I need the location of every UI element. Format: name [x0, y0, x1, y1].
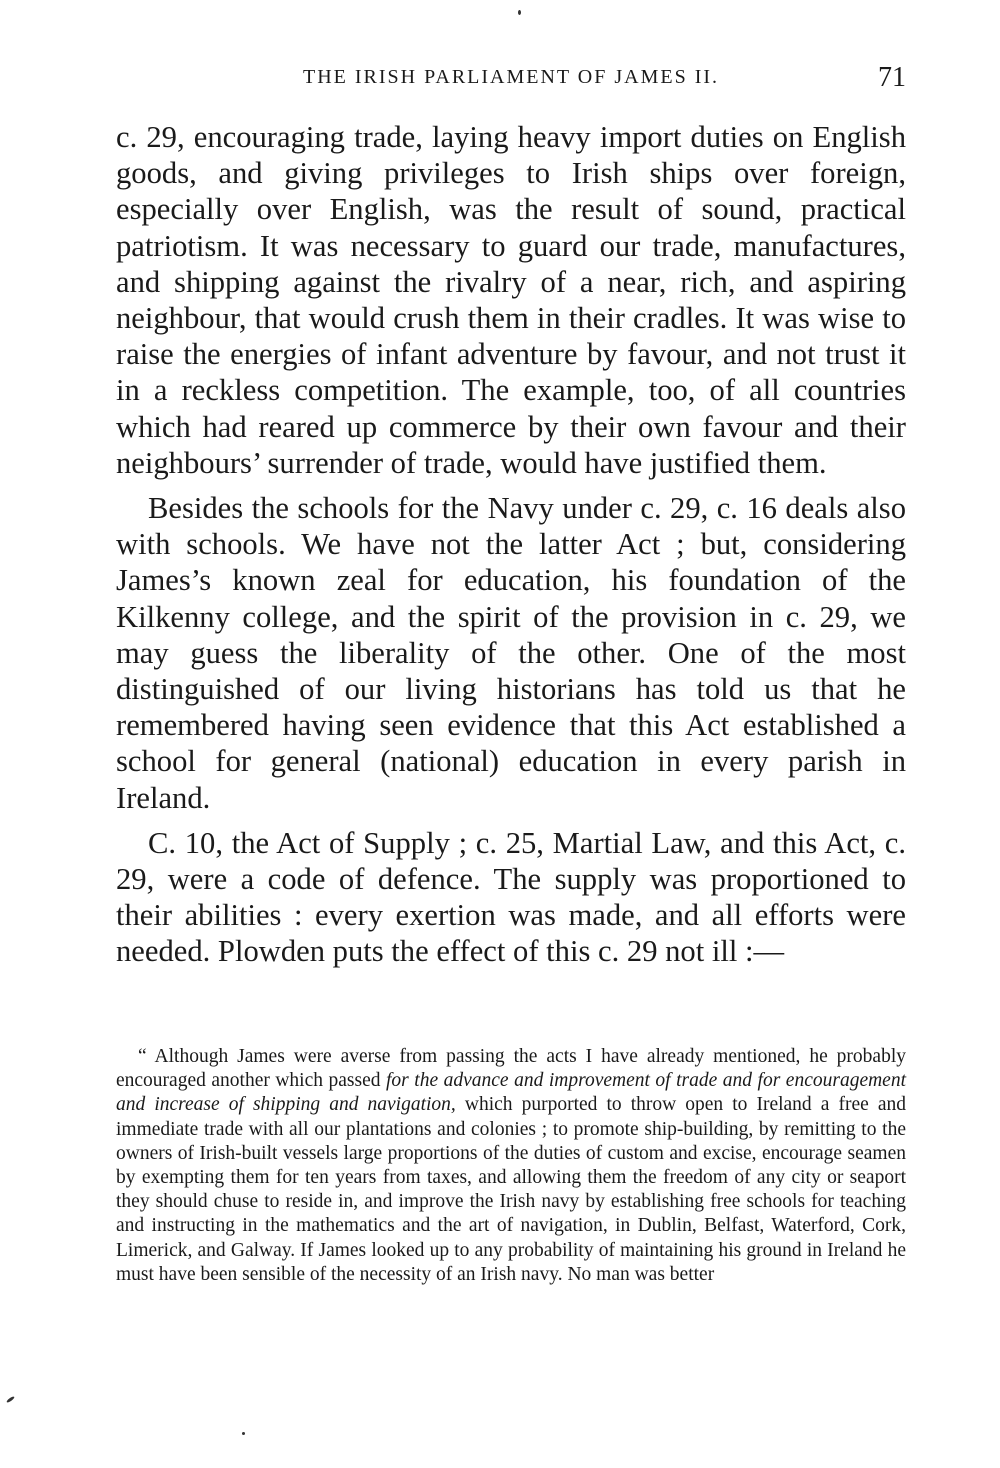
- quote-text-end: which purported to throw open to Ireland a free and immediate trade with all our plantations and colonies ; to promote ship-building, by remitting to the owners of Irish-built vessels large proportions of the duties of custom and excise, encourage seamen by exempting them for ten years from taxes, and allowing them the freedom of any city or seaport they should chuse to reside in, and improve the Irish navy by establishing free schools for teaching and instructing in the mathematics and the art of navigation, in Dublin, Belfast, Waterford, Cork, Limerick, and Galway. If James looked up to any probability of maintaining his ground in Ireland he must have been sensible of the necessity of an Irish navy. No man was better: [116, 1094, 906, 1285]
- paragraph-trade-duties: c. 29, encouraging trade, laying heavy import duties on English goods, and giving privileges to Irish ships over foreign, especially over English, was the result of sound, practical patriotism. It was necessary to guard our trade, manufactures, and shipping against the rivalry of a near, rich, and aspiring neighbour, that would crush them in their cradles. It was wise to raise the energies of infant adventure by favour, and not trust it in a reckless competition. The example, too, of all countries which had reared up commerce by their own favour and their neighbours’ surrender of trade, would have justified them.: [116, 120, 906, 480]
- ink-speck-top: [518, 10, 521, 15]
- quote-paragraph: [116, 1045, 906, 1287]
- paragraph-schools: Besides the schools for the Navy under c. 29, c. 16 deals also with schools. We have not the latter Act ; but, considering James’s known zeal for education, his foundation of the Kilkenny college, and the spirit of the provision in c. 29, we may guess the liberality of the other. One of the most distinguished of our living historians has told us that he remembered having seen evidence that this Act established a school for general (national) education in every parish in Ireland.: [116, 491, 906, 815]
- page-number: 71: [878, 62, 906, 93]
- running-head: THE IRISH PARLIAMENT OF JAMES II.: [302, 66, 720, 88]
- main-text: [116, 119, 906, 979]
- ink-speck-bottom: [242, 1432, 245, 1435]
- paragraph-code-of-defence: C. 10, the Act of Supply ; c. 25, Martial Law, and this Act, c. 29, were a code of defence. The supply was proportioned to their abilities : every exertion was made, and all efforts were needed. Plowden puts the effect of this c. 29 not ill :—: [116, 825, 906, 969]
- quote-italic-act-title: for the advance and improvement of trade and for encouragement and increase of shipping and navigation,: [116, 1070, 906, 1116]
- block-quote-plowden: [116, 1045, 906, 1287]
- ink-speck-left: [6, 1396, 15, 1404]
- quote-text-start: “ Although James were averse from passing the acts I have already mentioned, he probably encouraged another which passed: [116, 1046, 906, 1092]
- page-header: [116, 62, 906, 98]
